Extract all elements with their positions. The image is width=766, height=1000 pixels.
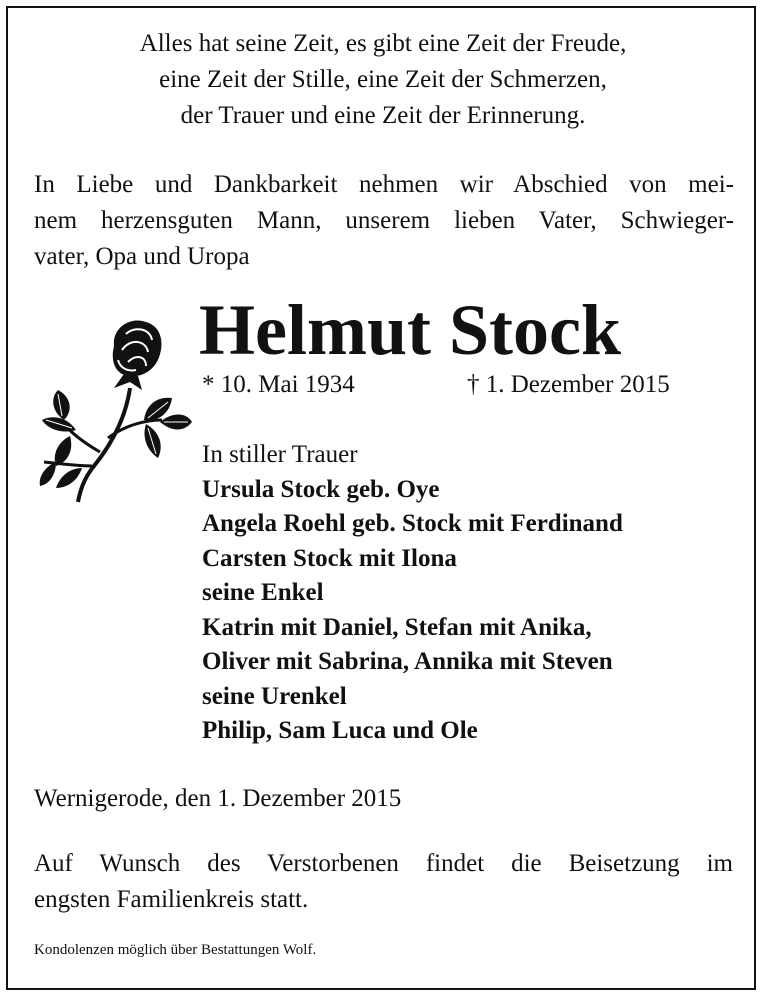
funeral-line: Auf Wunsch des Verstorbenen findet die Beisetzung im <box>34 850 733 877</box>
mourners-heading: In stiller Trauer <box>202 441 358 468</box>
place-date: Wernigerode, den 1. Dezember 2015 <box>34 785 402 812</box>
motto-line: der Trauer und eine Zeit der Erinnerung. <box>180 102 586 129</box>
funeral-notice <box>34 846 733 918</box>
mourner-line: Philip, Sam Luca und Ole <box>202 717 478 744</box>
farewell-line: In Liebe und Dankbarkeit nehmen wir Abschied von mei- <box>34 171 734 198</box>
death-date: † 1. Dezember 2015 <box>467 371 670 398</box>
mourner-line: Angela Roehl geb. Stock mit Ferdinand <box>202 510 623 537</box>
deceased-name: Helmut Stock <box>199 290 621 370</box>
farewell-line: vater, Opa und Uropa <box>34 243 250 270</box>
mourner-line: Katrin mit Daniel, Stefan mit Anika, <box>202 613 592 641</box>
rose-icon <box>34 316 194 506</box>
mourner-line: seine Urenkel <box>202 682 347 710</box>
farewell-line: nem herzensguten Mann, unserem lieben Vater, Schwieger- <box>34 207 734 234</box>
motto-line: Alles hat seine Zeit, es gibt eine Zeit der Freude, <box>139 30 627 57</box>
mourner-line: Ursula Stock geb. Oye <box>202 475 440 503</box>
mourners-list <box>202 438 623 749</box>
motto-line: eine Zeit der Stille, eine Zeit der Schmerzen, <box>159 66 607 93</box>
funeral-line: engsten Familienkreis statt. <box>34 886 309 913</box>
condolence-note: Kondolenzen möglich über Bestattungen Wolf. <box>34 942 317 958</box>
mourner-line: Carsten Stock mit Ilona <box>202 544 457 572</box>
mourner-line: Oliver mit Sabrina, Annika mit Steven <box>202 648 613 675</box>
motto-verse <box>0 26 766 134</box>
farewell-text <box>34 167 734 275</box>
birth-date: * 10. Mai 1934 <box>202 371 355 398</box>
mourner-line: seine Enkel <box>202 579 324 606</box>
